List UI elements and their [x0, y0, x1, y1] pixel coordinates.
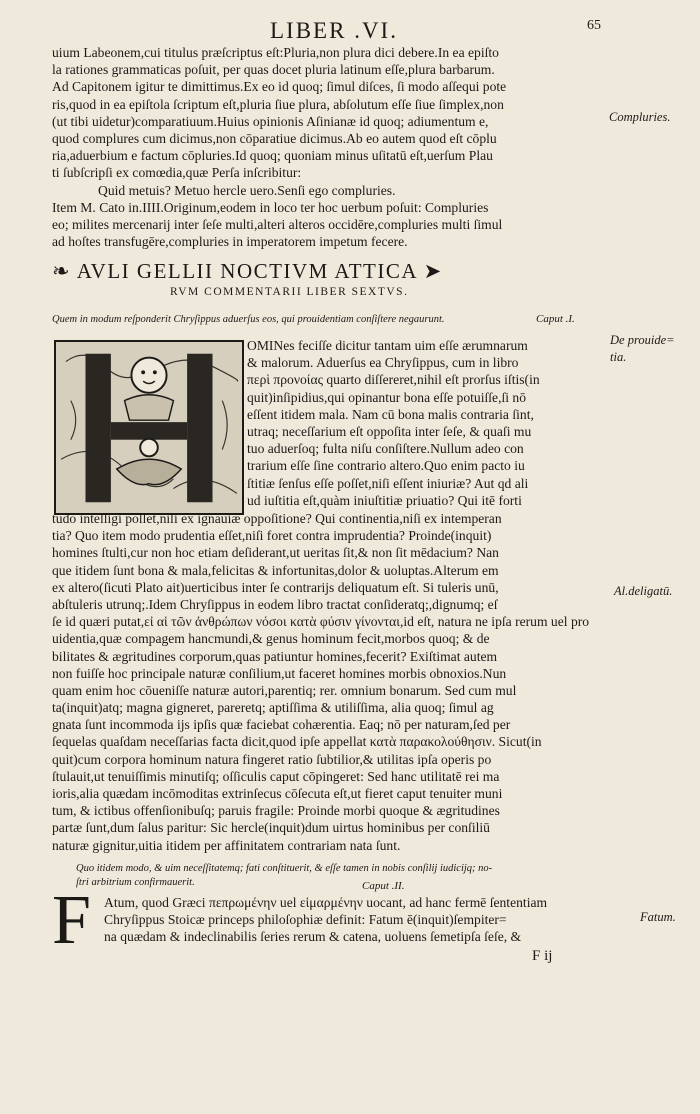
- fleuron-icon: ❧: [52, 259, 72, 283]
- text-line: ſequelas quaſdam neceſſarias facta dicit,quod ipſe appellat κατὰ παρακολούθησιν. Sicut(in: [52, 734, 542, 750]
- text-line: uidentia,quæ compagem hancmundi,& genus hominum fecit,morbos quoq; & de: [52, 631, 490, 647]
- text-line: Ad Capitonem igitur te dimittimus.Ex eo id quoq; ſimul diſces, ſi modo aſſequi pote: [52, 79, 507, 95]
- margin-note-de-prouidentia: De prouide=: [610, 333, 675, 347]
- text-line: περὶ προνοίας quarto diſſereret,nihil eſt prorſus iſtis(in: [247, 372, 540, 388]
- chapter1-text-beside-initial: [247, 337, 604, 509]
- verse-quotation: Quid metuis? Metuo hercle uero.Senſi ego compluries.: [98, 182, 396, 198]
- chapter-summary: Quem in modum reſponderit Chryſippus aduerſus eos, qui prouidentiam conſiſtere negaurunt.: [52, 314, 445, 325]
- text-line: Item M. Cato in.IIII.Originum,eodem in loco ter hoc uerbum poſuit: Compluries: [52, 199, 489, 215]
- chapter2-text: [104, 894, 606, 946]
- running-head: LIBER .VI.: [270, 18, 398, 43]
- chapter1-text: [52, 510, 604, 854]
- text-line: ta(inquit)atq; magna gigneret, pareretq; aptiſſima & utiliſſima, alia quoq; ſimul ag: [52, 700, 494, 716]
- margin-note-al-deligatum: Al.deligatū.: [614, 584, 673, 598]
- text-line: quam enim hoc cōueniſſe naturæ autori,parentiq; rer. omnium bonarum. Sed cum mul: [52, 682, 517, 698]
- text-line: ria,aduerbium e factum cōpluries.Id quoq; quoniam minus uſitatū eſt,uerſum Plau: [52, 148, 493, 164]
- woodcut-illustration: [56, 342, 242, 513]
- text-line: & malorum. Aduerſus ea Chryſippus, cum in libro: [247, 355, 519, 371]
- drop-initial-f: F: [52, 882, 91, 959]
- text-line: gnata ſunt incommoda ijs ipſis quæ faciebat cohærentia. Eaq; nō per naturam,ſed per: [52, 717, 511, 733]
- margin-note-compluries: Compluries.: [609, 110, 671, 124]
- text-line: trarium eſſe ſine contrario altero.Quo enim pacto iu: [247, 458, 525, 474]
- text-line: ti ſubſcripſi ex comœdia,quæ Perſa inſcribitur:: [52, 165, 302, 181]
- text-line: quod complures cum dicimus,non cōparatiue dicimus.Ab eo autem quod eſt cōplu: [52, 130, 497, 146]
- text-line: (ut tibi uidetur)comparatiuum.Huius opinionis Aſinianæ id quoq; adiumentum e,: [52, 113, 489, 129]
- margin-note-fatum: Fatum.: [640, 910, 676, 924]
- text-line: ad hoſtes transfugēre,compluries in imperatorem impetum fecere.: [52, 234, 408, 250]
- text-line: OMINes feciſſe dicitur tantam uim eſſe ærumnarum: [247, 338, 528, 353]
- text-line: quit)inſipidius,qui opinantur bona eſſe potuiſſe,ſi nō: [247, 389, 527, 405]
- text-line: tudo intelligi poſſet,niſi ex ignauiæ oppoſitione? Qui continentia,niſi ex intemperan: [52, 511, 502, 526]
- text-line: ud iuſtitia eſt,quàm iniuſtitiæ priuatio? Qui itē forti: [247, 492, 522, 508]
- text-line: que itidem ſunt bona & mala,felicitas & infortunitas,dolor & uoluptas.Alterum em: [52, 562, 499, 578]
- decorated-initial-h: [54, 340, 244, 515]
- text-line: tuo aduerſoq; fulta niſu conſiſtere.Nullum adeo con: [247, 441, 524, 457]
- text-line: quit)cum corpora hominum natura fingeret ratio ſubtilior,& utilitas ipſa operis po: [52, 751, 492, 767]
- text-line: tum, & ictibus offenſionibuſq; paruis fragile: Proinde morbi quoque & ægritudines: [52, 803, 500, 819]
- text-line: eſſent itidem mala. Nam cū bona malis contraria ſint,: [247, 406, 534, 422]
- text-line: ex altero(ſicuti Plato ait)uerticibus inter ſe contrarijs deliquatum eſt. Si tuleris unū,: [52, 579, 499, 595]
- text-line: la rationes grammaticas poſuit, per quas docet pluria latinum eſſe,plura barbarum.: [52, 62, 495, 78]
- text-line: na quædam & indeclinabilis ſeries rerum & catena, uoluens ſemetipſa ſeſe, &: [104, 929, 522, 945]
- text-line: non fuiſſe hoc principale naturæ conſilium,ut faceret homines morbis obnoxios.Nun: [52, 665, 507, 681]
- arrowhead-icon: ➤: [423, 259, 443, 283]
- text-line: ſe id quæri putat,εἰ αἱ τῶν ἀνθρώπων νόσοι κατὰ φύσιν γίνονται,id eſt, natura ne ipſa rerum uel pro: [52, 614, 590, 630]
- book-subtitle: RVM COMMENTARII LIBER SEXTVS.: [170, 286, 409, 298]
- text-line: partæ ſunt,dum ſalus paritur: Sic hercle(inquit)dum uirtus hominibus per conſiliū: [52, 820, 490, 836]
- page-header: [0, 16, 700, 46]
- chapter2-summary: Quo itidem modo, & uim neceſſitatemq; fati conſtituerit, & eſſe tamen in nobis conſilij iudicijq; no- ſtri arbitrium confirmauerit.: [76, 863, 493, 888]
- text-line: naturæ gignitur,uitia itidem per affinitatem contrariam nata ſunt.: [52, 837, 401, 853]
- book-title: ❧ AVLI GELLII NOCTIVM ATTICA ➤: [52, 259, 443, 283]
- text-line: homines ſtulti,cur non hoc etiam deſiderant,ut ueritas ſit,& non ſit mēdacium? Nan: [52, 545, 499, 561]
- text-line: tia? Quo item modo prudentia eſſet,niſi foret contra imprudentia? Proinde(inquit): [52, 528, 492, 544]
- chapter2-label: Caput .II.: [362, 880, 405, 892]
- signature-mark: F ij: [532, 948, 553, 964]
- folio-number: 65: [587, 18, 601, 33]
- margin-note-de-prouidentia-cont: tia.: [610, 350, 627, 364]
- text-line: Atum, quod Græci πεπρωμένην uel εἱμαρμένην uocant, ad hanc fermē ſententiam: [104, 895, 548, 910]
- text-line: uium Labeonem,cui titulus præſcriptus eſt:Pluria,non plura dici debere.In ea epiſto: [52, 45, 499, 60]
- text-line: abſtuleris utrunq;.Idem Chryſippus in eodem libro tractat conſideratq;,dignumq; eſ: [52, 596, 498, 612]
- text-line: ſtitiæ ſenſus eſſe poſſet,niſi eſſent iniuriæ? Aut qd ali: [247, 475, 529, 491]
- text-line: ioris,alia quædam incōmoditas extrinſecus cōſecuta eſt,ut fieret caput tenuiter muni: [52, 786, 503, 801]
- text-line: bilitates & ægritudines corporum,quas patiuntur homines,fecerit? Exiſtimat autem: [52, 648, 498, 664]
- text-line: Chryſippus Stoicæ princeps philoſophiæ definit: Fatum ē(inquit)ſempiter=: [104, 912, 507, 928]
- text-line: eo; milites mercenarij inter ſeſe multi,alteri alteros occidēre,compluries multi ſimul: [52, 216, 503, 232]
- top-text-block: [52, 44, 604, 250]
- text-line: ris,quod in ea epiſtola ſcriptum eſt,pluria ſiue plura, abſolutum eſſe ſiue ſimplex,non: [52, 96, 504, 112]
- text-line: utraq; neceſſarium eſt oppoſita inter ſeſe, & quaſi mu: [247, 423, 532, 439]
- chapter-label: Caput .I.: [536, 313, 575, 325]
- text-line: ſtulauit,ut tenuiſſimis minutiſq; oſſiculis caput cōpingeret: Sed hanc utilitatē rei ma: [52, 768, 500, 784]
